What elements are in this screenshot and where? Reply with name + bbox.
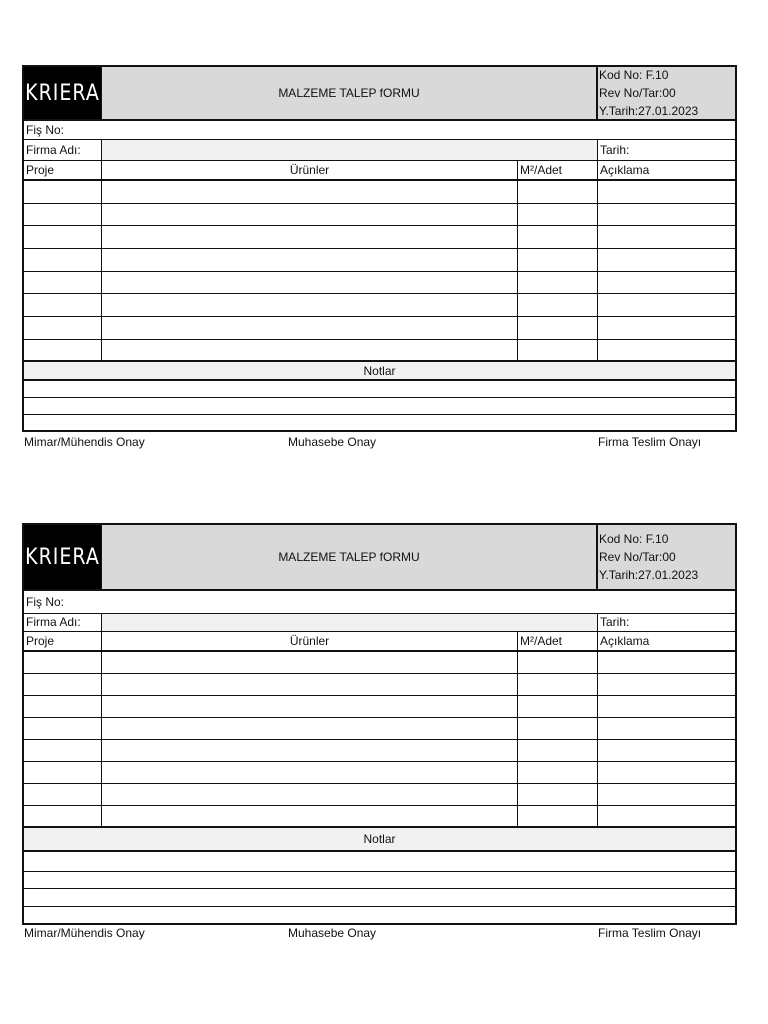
publish-date: Y.Tarih:27.01.2023 bbox=[599, 568, 699, 582]
project-cell[interactable] bbox=[24, 652, 102, 673]
quantity-cell[interactable] bbox=[518, 340, 598, 360]
company-name-label: Firma Adı: bbox=[24, 614, 102, 631]
code-number: Kod No: F.10 bbox=[599, 68, 669, 82]
notes-header-row bbox=[24, 828, 735, 852]
description-cell[interactable] bbox=[598, 784, 735, 805]
description-cell[interactable] bbox=[598, 340, 735, 360]
approval-signatures bbox=[22, 926, 737, 940]
table-row bbox=[24, 249, 735, 272]
notes-line[interactable] bbox=[24, 398, 735, 415]
revision-number: Rev No/Tar:00 bbox=[599, 550, 676, 564]
table-row bbox=[24, 272, 735, 294]
quantity-cell[interactable] bbox=[518, 226, 598, 248]
col-quantity: M²/Adet bbox=[518, 161, 598, 179]
table-header-row bbox=[24, 632, 735, 652]
project-cell[interactable] bbox=[24, 762, 102, 783]
receipt-number-label: Fiş No: bbox=[26, 595, 65, 609]
notes-label: Notlar bbox=[24, 828, 735, 850]
products-cell[interactable] bbox=[102, 226, 518, 248]
quantity-cell[interactable] bbox=[518, 204, 598, 225]
products-cell[interactable] bbox=[102, 806, 518, 826]
company-name-label: Firma Adı: bbox=[24, 140, 102, 160]
project-cell[interactable] bbox=[24, 226, 102, 248]
receipt-number-row bbox=[24, 121, 735, 140]
description-cell[interactable] bbox=[598, 272, 735, 293]
receipt-number-label: Fiş No: bbox=[26, 123, 65, 137]
quantity-cell[interactable] bbox=[518, 249, 598, 271]
col-project: Proje bbox=[24, 632, 102, 650]
description-cell[interactable] bbox=[598, 226, 735, 248]
quantity-cell[interactable] bbox=[518, 696, 598, 717]
approval-signatures bbox=[22, 435, 737, 449]
table-row bbox=[24, 340, 735, 362]
form-title: MALZEME TALEP fORMU bbox=[102, 525, 598, 589]
description-cell[interactable] bbox=[598, 718, 735, 739]
notes-line[interactable] bbox=[24, 852, 735, 872]
form-frame bbox=[22, 523, 737, 925]
company-logo bbox=[24, 67, 102, 119]
project-cell[interactable] bbox=[24, 340, 102, 360]
description-cell[interactable] bbox=[598, 740, 735, 761]
quantity-cell[interactable] bbox=[518, 784, 598, 805]
table-row bbox=[24, 740, 735, 762]
document-meta bbox=[598, 67, 735, 119]
description-cell[interactable] bbox=[598, 181, 735, 203]
products-cell[interactable] bbox=[102, 249, 518, 271]
description-cell[interactable] bbox=[598, 806, 735, 826]
form-header bbox=[24, 525, 735, 591]
table-header-row bbox=[24, 161, 735, 181]
project-cell[interactable] bbox=[24, 204, 102, 225]
material-request-form-1 bbox=[22, 65, 737, 449]
project-cell[interactable] bbox=[24, 674, 102, 695]
table-row bbox=[24, 317, 735, 340]
form-header bbox=[24, 67, 735, 121]
project-cell[interactable] bbox=[24, 317, 102, 339]
notes-line[interactable] bbox=[24, 415, 735, 432]
project-cell[interactable] bbox=[24, 249, 102, 271]
form-frame bbox=[22, 65, 737, 432]
table-row bbox=[24, 652, 735, 674]
project-cell[interactable] bbox=[24, 806, 102, 826]
col-description: Açıklama bbox=[600, 634, 650, 648]
notes-line[interactable] bbox=[24, 872, 735, 889]
products-cell[interactable] bbox=[102, 294, 518, 316]
description-cell[interactable] bbox=[598, 652, 735, 673]
form-title: MALZEME TALEP fORMU bbox=[102, 67, 598, 119]
description-cell[interactable] bbox=[598, 204, 735, 225]
col-project: Proje bbox=[24, 161, 102, 179]
products-cell[interactable] bbox=[102, 784, 518, 805]
publish-date: Y.Tarih:27.01.2023 bbox=[599, 104, 699, 118]
table-row bbox=[24, 806, 735, 828]
revision-number: Rev No/Tar:00 bbox=[599, 86, 676, 100]
architect-engineer-approval: Mimar/Mühendis Onay bbox=[24, 926, 145, 940]
logo-text: KRIERA bbox=[25, 544, 100, 570]
table-row bbox=[24, 718, 735, 740]
document-meta bbox=[598, 525, 735, 589]
company-name-field[interactable] bbox=[102, 614, 598, 631]
description-cell[interactable] bbox=[598, 317, 735, 339]
products-cell[interactable] bbox=[102, 674, 518, 695]
products-cell[interactable] bbox=[102, 340, 518, 360]
table-row bbox=[24, 784, 735, 806]
table-row bbox=[24, 674, 735, 696]
quantity-cell[interactable] bbox=[518, 762, 598, 783]
quantity-cell[interactable] bbox=[518, 272, 598, 293]
company-row bbox=[24, 140, 735, 161]
quantity-cell[interactable] bbox=[518, 718, 598, 739]
col-quantity: M²/Adet bbox=[518, 632, 598, 650]
products-cell[interactable] bbox=[102, 762, 518, 783]
description-cell[interactable] bbox=[598, 294, 735, 316]
table-row bbox=[24, 226, 735, 249]
project-cell[interactable] bbox=[24, 696, 102, 717]
date-label: Tarih: bbox=[600, 615, 630, 629]
description-cell[interactable] bbox=[598, 674, 735, 695]
products-cell[interactable] bbox=[102, 740, 518, 761]
notes-line[interactable] bbox=[24, 889, 735, 907]
accounting-approval: Muhasebe Onay bbox=[288, 435, 377, 449]
col-products: Ürünler bbox=[102, 161, 518, 179]
notes-line[interactable] bbox=[24, 907, 735, 925]
quantity-cell[interactable] bbox=[518, 806, 598, 826]
quantity-cell[interactable] bbox=[518, 317, 598, 339]
products-cell[interactable] bbox=[102, 204, 518, 225]
notes-line[interactable] bbox=[24, 381, 735, 398]
quantity-cell[interactable] bbox=[518, 740, 598, 761]
architect-engineer-approval: Mimar/Mühendis Onay bbox=[24, 435, 145, 449]
project-cell[interactable] bbox=[24, 181, 102, 203]
products-cell[interactable] bbox=[102, 181, 518, 203]
company-delivery-approval: Firma Teslim Onayı bbox=[598, 435, 702, 449]
products-cell[interactable] bbox=[102, 272, 518, 293]
col-products: Ürünler bbox=[102, 632, 518, 650]
description-cell[interactable] bbox=[598, 249, 735, 271]
quantity-cell[interactable] bbox=[518, 674, 598, 695]
quantity-cell[interactable] bbox=[518, 294, 598, 316]
description-cell[interactable] bbox=[598, 762, 735, 783]
company-name-field[interactable] bbox=[102, 140, 598, 160]
company-delivery-approval: Firma Teslim Onayı bbox=[598, 926, 702, 940]
description-cell[interactable] bbox=[598, 696, 735, 717]
notes-label: Notlar bbox=[24, 362, 735, 379]
products-cell[interactable] bbox=[102, 718, 518, 739]
products-cell[interactable] bbox=[102, 696, 518, 717]
table-row bbox=[24, 204, 735, 226]
table-row bbox=[24, 181, 735, 204]
project-cell[interactable] bbox=[24, 294, 102, 316]
company-logo bbox=[24, 525, 102, 589]
table-row bbox=[24, 294, 735, 317]
accounting-approval: Muhasebe Onay bbox=[288, 926, 377, 940]
code-number: Kod No: F.10 bbox=[599, 532, 669, 546]
logo-text: KRIERA bbox=[25, 80, 100, 106]
quantity-cell[interactable] bbox=[518, 652, 598, 673]
products-cell[interactable] bbox=[102, 652, 518, 673]
table-row bbox=[24, 762, 735, 784]
products-cell[interactable] bbox=[102, 317, 518, 339]
company-row bbox=[24, 614, 735, 632]
col-description: Açıklama bbox=[600, 163, 650, 177]
quantity-cell[interactable] bbox=[518, 181, 598, 203]
project-cell[interactable] bbox=[24, 272, 102, 293]
project-cell[interactable] bbox=[24, 784, 102, 805]
receipt-number-row bbox=[24, 591, 735, 614]
notes-header-row bbox=[24, 362, 735, 381]
project-cell[interactable] bbox=[24, 718, 102, 739]
table-row bbox=[24, 696, 735, 718]
project-cell[interactable] bbox=[24, 740, 102, 761]
date-label: Tarih: bbox=[600, 143, 630, 157]
material-request-form-2 bbox=[22, 523, 737, 940]
